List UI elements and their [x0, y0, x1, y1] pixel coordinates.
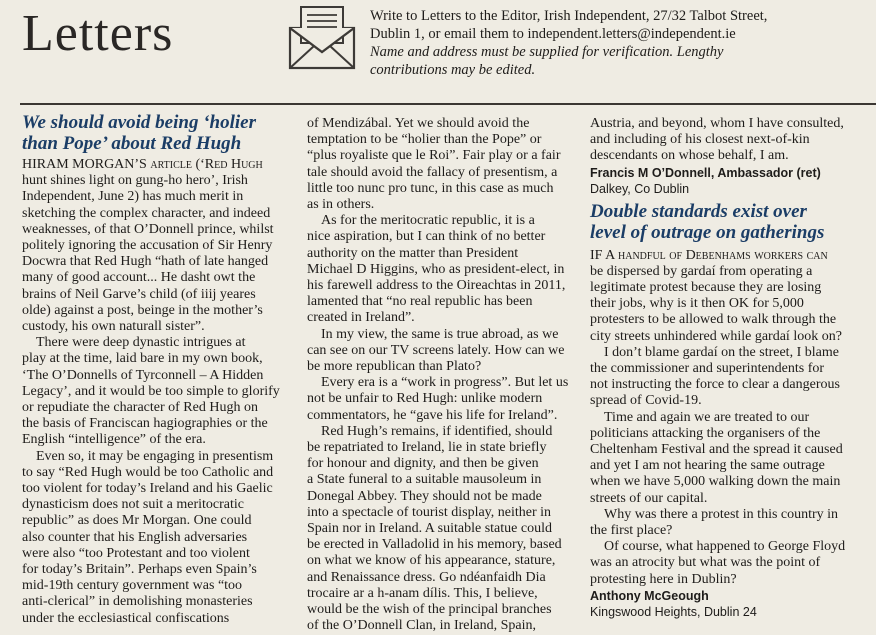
body-line: and including of his closest next-of-kin	[590, 132, 810, 148]
body-line: anti-clerical” in demolishing monasteries	[22, 594, 253, 610]
body-line: trocaire ar a h-anam dílis. This, I believe,	[307, 585, 538, 601]
letter-2-headline: Double standards exist over	[590, 200, 807, 222]
body-line: not be unfair to Red Hugh: unlike modern	[307, 391, 543, 407]
body-line: and yet I am not hearing the same outrage	[590, 458, 825, 474]
body-line: be more republican than Plato?	[307, 359, 482, 375]
body-line: republic” as does Mr Morgan. One could	[22, 513, 252, 529]
body-line: and Renaissance dress. Go ndéanfaidh Dia	[307, 569, 546, 585]
body-line: on what we know of his appearance, stature,	[307, 553, 556, 569]
body-line: olde) against a post, beinge in the mother’s	[22, 302, 263, 318]
body-line: also counter that his English adversaries	[22, 529, 248, 545]
letter-1-location: Dalkey, Co Dublin	[590, 181, 690, 196]
info-line: Dublin 1, or email them to independent.letters@independent.ie	[370, 26, 736, 42]
body-line: politely ignoring the accusation of Sir Henry	[22, 238, 273, 254]
body-line: “plus royaliste que le Roi”. Fair play or a fair	[307, 148, 561, 164]
letter-1-headline: We should avoid being ‘holier	[22, 112, 256, 133]
body-line: English “intelligence” of the era.	[22, 432, 206, 448]
body-line: Legacy’, and it would be too simple to glorify	[22, 383, 280, 399]
header-rule	[20, 103, 876, 105]
body-line: Austria, and beyond, whom I have consulted,	[590, 116, 844, 131]
column-3	[590, 116, 872, 620]
body-line: would be the wish of the principal branches	[307, 602, 552, 618]
body-line: brains of Neil Garve’s child (of iiij yeares	[22, 286, 256, 302]
body-line: Even so, it may be engaging in presentism	[36, 448, 274, 464]
body-line: I don’t blame gardaí on the street, I blame	[604, 344, 839, 360]
body-line: Why was there a protest in this country in	[604, 506, 839, 522]
body-line: descendants on whose behalf, I am.	[590, 148, 789, 164]
body-line: were also “too Protestant and too violent	[22, 545, 250, 561]
body-line: hunt shines light on gung-ho hero’, Irish	[22, 173, 248, 189]
body-line: for today’s Britain”. Perhaps even Spain’s	[22, 562, 257, 578]
body-line: Independent, June 2) has much merit in	[22, 189, 244, 205]
body-line: Donegal Abbey. They should not be made	[307, 488, 542, 504]
body-line: too violent for today’s Ireland and his Gaelic	[22, 481, 273, 497]
body-line: not instructing the force to clear a dangerous	[590, 377, 840, 393]
note-line: Name and address must be supplied for verification. Lengthy	[370, 44, 724, 60]
body-line: the basis of Franciscan hagiographies or the	[22, 416, 268, 432]
body-line: can see on our TV screens lately. How can we	[307, 342, 565, 358]
body-line: sketching the complex character, and indeed	[22, 205, 271, 221]
body-line: be erected in Valladolid in his memory, based	[307, 537, 562, 553]
body-line: city streets unhindered while gardaí look on?	[590, 328, 842, 344]
body-line: streets of our capital.	[590, 490, 708, 506]
section-title: Letters	[22, 5, 174, 62]
body-line: for honour and dignity, and then be given	[307, 456, 539, 472]
body-line: politicians attacking the organisers of the	[590, 425, 821, 441]
body-line: a State funeral to a suitable mausoleum in	[307, 472, 542, 488]
body-line: his farewell address to the Oireachtas in 2011,	[307, 278, 566, 294]
body-line: weaknesses, of that O’Donnell prince, whilst	[22, 221, 274, 237]
body-line: the commissioner and superintendents for	[590, 361, 825, 377]
column-1	[22, 112, 301, 627]
body-line: under the ecclesiastical confiscations	[22, 610, 230, 626]
note-line: contributions may be edited.	[370, 62, 536, 78]
body-line: of Mendizábal. Yet we should avoid the	[307, 116, 530, 131]
body-line: nice aspiration, but I can think of no better	[307, 229, 546, 245]
body-line: be dispersed by gardaí from operating a	[590, 263, 813, 279]
body-line: many of good account... He dasht owt the	[22, 270, 256, 286]
body-line: protesting here in Dublin?	[590, 571, 737, 587]
body-line: Docwra that Red Hugh “hath of late hanged	[22, 254, 269, 270]
body-line: dynasticism does not suit a meritocratic	[22, 497, 245, 513]
body-line: HIRAM MORGAN’S article (‘Red Hugh	[22, 157, 263, 172]
body-line: legitimate protest because they are losing	[590, 280, 822, 296]
body-line: their jobs, why is it then OK for 5,000	[590, 296, 804, 312]
letter-1-signature: Francis M O’Donnell, Ambassador (ret)	[590, 165, 821, 180]
body-line: custody, his own naturall sister”.	[22, 319, 205, 335]
body-line: created in Ireland”.	[307, 310, 415, 326]
info-line: Write to Letters to the Editor, Irish Independent, 27/32 Talbot Street,	[370, 8, 768, 24]
body-line: temptation to be “holier than the Pope” or	[307, 132, 542, 148]
body-line: mid-19th century government was “too	[22, 578, 243, 594]
body-line: or repudiate the character of Red Hugh on	[22, 400, 258, 416]
body-line: There were deep dynastic intrigues at	[36, 335, 246, 351]
body-line: little too nunc pro tunc, in this case as much	[307, 180, 554, 196]
body-line: As for the meritocratic republic, it is a	[321, 213, 535, 229]
body-line: to say “Red Hugh would be too Catholic and	[22, 464, 274, 480]
letter-2-location: Kingswood Heights, Dublin 24	[590, 604, 757, 619]
body-line: Time and again we are treated to our	[604, 409, 810, 425]
body-line: Red Hugh’s remains, if identified, should	[321, 423, 553, 439]
body-line: In my view, the same is true abroad, as we	[321, 326, 559, 342]
body-line: Spain nor in Ireland. A suitable statue could	[307, 521, 552, 537]
body-line: the first place?	[590, 523, 673, 539]
letter-2-headline: level of outrage on gatherings	[590, 221, 825, 243]
body-line: as in others.	[307, 197, 375, 213]
body-line: be repatriated to Ireland, lie in state briefly	[307, 440, 547, 456]
body-line: commentators, he “gave his life for Ireland”.	[307, 407, 558, 423]
body-line: play at the time, laid bare in my own book,	[22, 351, 263, 367]
body-line: Cheltenham Festival and the spread it caused	[590, 442, 843, 458]
column-2	[307, 116, 585, 635]
body-line: lamented that “no real republic has been	[307, 294, 533, 310]
body-line: protesters to be allowed to walk through the	[590, 312, 837, 328]
body-line: IF A handful of Debenhams workers can	[590, 247, 828, 263]
letter-1-headline: than Pope’ about Red Hugh	[22, 133, 242, 154]
body-line: Michael D Higgins, who as president-elect, in	[307, 261, 565, 277]
body-line: when we have 5,000 walking down the main	[590, 474, 841, 490]
envelope-letter-icon	[287, 4, 357, 70]
body-line: of the O’Donnell Clan, in Ireland, Spain,	[307, 618, 537, 634]
body-line: into a spectacle of tourist display, neither in	[307, 504, 552, 520]
body-line: spread of Covid-19.	[590, 393, 702, 409]
submission-info	[370, 7, 870, 79]
body-line: Of course, what happened to George Floyd	[604, 539, 846, 555]
body-line: Every era is a “work in progress”. But let us	[321, 375, 569, 391]
body-line: was an atrocity but what was the point of	[590, 555, 821, 571]
letters-masthead	[0, 0, 876, 104]
body-line: ‘The O’Donnells of Tyrconnell – A Hidden	[22, 367, 264, 383]
letter-2-signature: Anthony McGeough	[590, 588, 709, 603]
body-line: tale should avoid the fallacy of presentism, a	[307, 164, 558, 180]
body-line: authority on the matter than President	[307, 245, 519, 261]
